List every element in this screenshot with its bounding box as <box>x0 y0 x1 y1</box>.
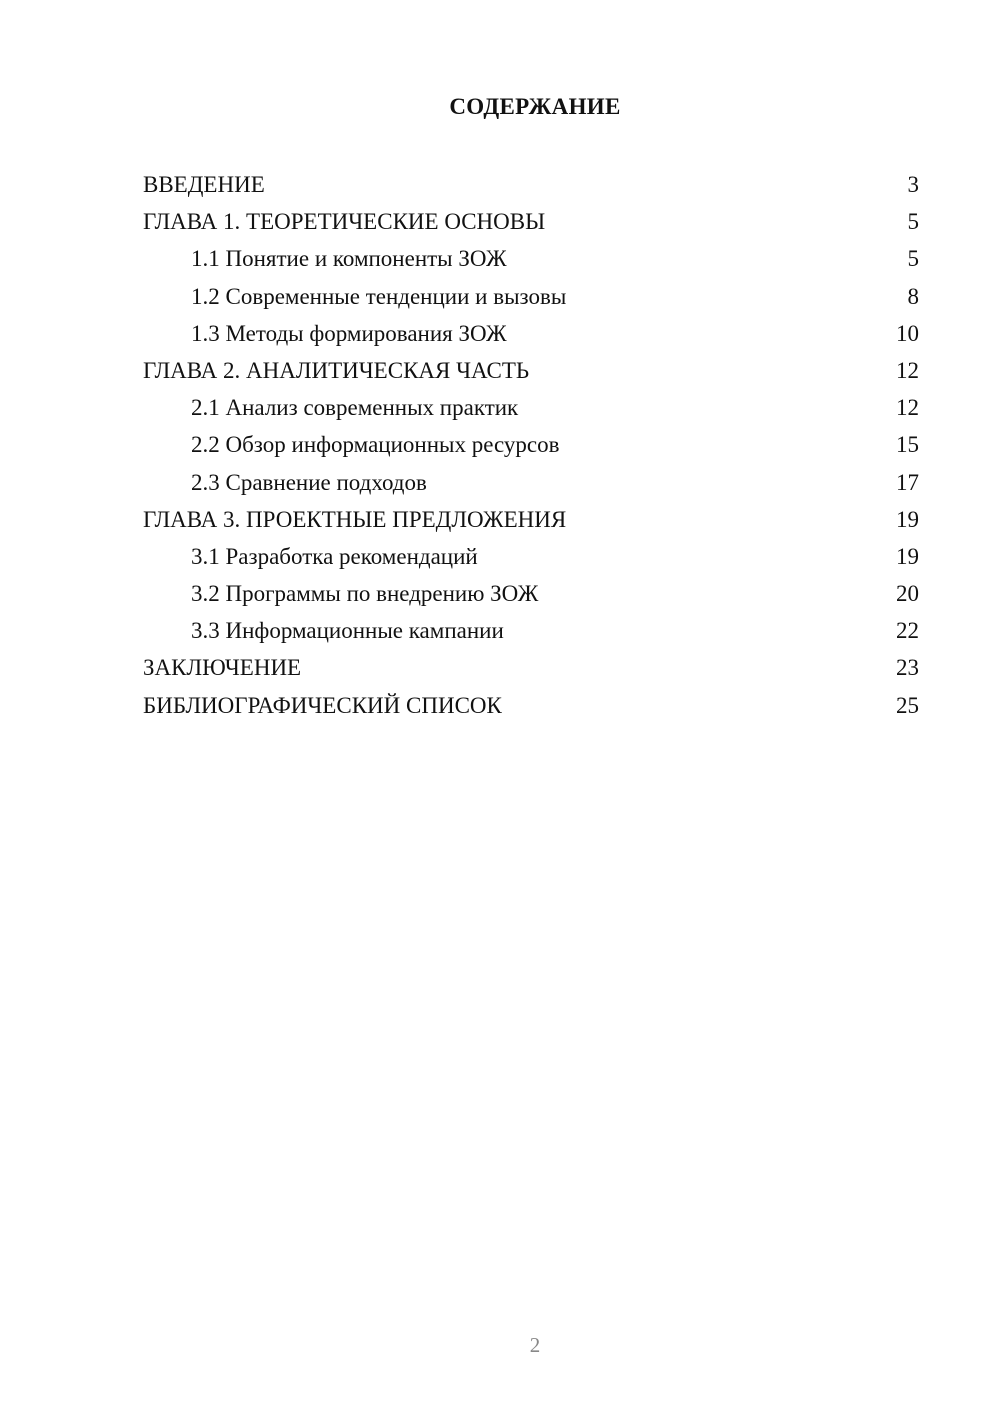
toc-entry-page: 19 <box>896 543 919 569</box>
toc-entry-label: ВВЕДЕНИЕ <box>143 172 265 197</box>
toc-entry <box>143 501 919 538</box>
page-title: СОДЕРЖАНИЕ <box>449 94 621 119</box>
toc-entry-page: 15 <box>896 432 919 458</box>
toc-entry-label: ЗАКЛЮЧЕНИЕ <box>143 655 302 681</box>
toc-entry <box>143 166 919 203</box>
toc-subentry <box>143 240 919 277</box>
toc-entry-page: 12 <box>896 357 919 383</box>
toc-entry-label: 2.2 Обзор информационных ресурсов <box>191 432 560 458</box>
toc-subentry <box>143 538 919 575</box>
table-of-contents <box>143 166 919 724</box>
toc-entry-label: ГЛАВА 3. ПРОЕКТНЫЕ ПРЕДЛОЖЕНИЯ <box>143 506 567 532</box>
toc-entry-page: 19 <box>896 506 919 532</box>
toc-entry-page: 3 <box>907 172 919 197</box>
toc-subentry <box>143 464 919 501</box>
toc-entry-label: 2.3 Сравнение подходов <box>191 469 427 495</box>
toc-subentry <box>143 426 919 463</box>
toc-subentry <box>143 278 919 315</box>
toc-entry-page: 8 <box>907 283 919 309</box>
toc-entry-label: 1.2 Современные тенденции и вызовы <box>191 283 567 309</box>
toc-entry-label: 3.2 Программы по внедрению ЗОЖ <box>191 581 539 607</box>
toc-entry-label: 3.1 Разработка рекомендаций <box>191 543 478 569</box>
toc-entry <box>143 649 919 686</box>
toc-entry-label: 2.1 Анализ современных практик <box>191 395 519 421</box>
toc-entry-label: ГЛАВА 1. ТЕОРЕТИЧЕСКИЕ ОСНОВЫ <box>143 209 546 235</box>
toc-entry <box>143 352 919 389</box>
toc-entry-label: БИБЛИОГРАФИЧЕСКИЙ СПИСОК <box>143 692 502 718</box>
toc-entry-page: 17 <box>896 469 919 495</box>
toc-entry-page: 10 <box>896 320 919 346</box>
toc-entry-page: 5 <box>907 209 919 235</box>
toc-entry-label: ГЛАВА 2. АНАЛИТИЧЕСКАЯ ЧАСТЬ <box>143 357 530 383</box>
toc-entry-page: 23 <box>896 655 919 681</box>
toc-subentry <box>143 575 919 612</box>
toc-entry-label: 1.1 Понятие и компоненты ЗОЖ <box>191 246 507 272</box>
toc-entry-page: 22 <box>896 618 919 644</box>
toc-entry-page: 25 <box>896 692 919 718</box>
toc-entry <box>143 203 919 240</box>
toc-subentry <box>143 389 919 426</box>
toc-entry-page: 20 <box>896 581 919 607</box>
toc-entry-page: 5 <box>907 246 919 272</box>
toc-subentry <box>143 315 919 352</box>
toc-subentry <box>143 612 919 649</box>
page-number: 2 <box>529 1333 541 1357</box>
toc-entry-label: 3.3 Информационные кампании <box>191 618 504 644</box>
toc-entry-label: 1.3 Методы формирования ЗОЖ <box>191 320 507 346</box>
toc-entry-page: 12 <box>896 395 919 421</box>
toc-entry <box>143 687 919 724</box>
